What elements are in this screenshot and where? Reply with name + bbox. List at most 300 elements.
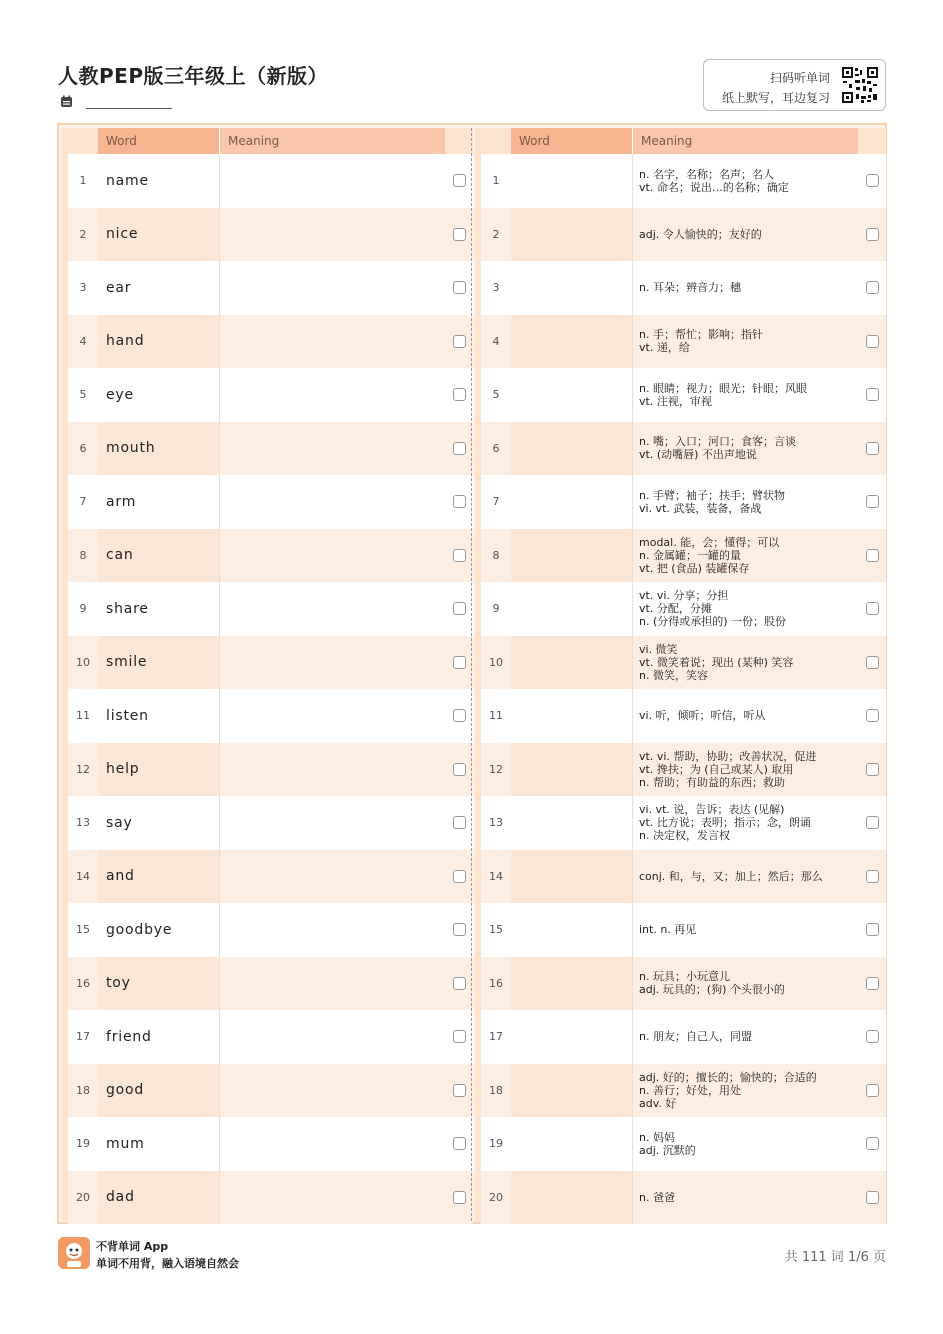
word-blank-cell[interactable] [511, 368, 632, 422]
checkbox[interactable] [453, 1084, 466, 1097]
word-cell: say [106, 814, 133, 831]
word-blank-cell[interactable] [511, 422, 632, 476]
word-panel [62, 128, 467, 1221]
table-row [68, 743, 461, 797]
meaning-line: n. 善行；好处，用处 [639, 1083, 741, 1097]
meaning-cell [632, 796, 858, 850]
column-header-row [68, 128, 461, 154]
table-row [481, 261, 874, 315]
word-blank-cell[interactable] [511, 261, 632, 315]
meaning-line: n. 微笑，笑容 [639, 668, 708, 682]
word-blank-cell[interactable] [511, 1171, 632, 1225]
checkbox-cell [445, 689, 473, 743]
meaning-cell [632, 475, 858, 529]
checkbox[interactable] [866, 656, 879, 669]
checkbox[interactable] [866, 1030, 879, 1043]
table-row [68, 261, 461, 315]
checkbox-cell [445, 1010, 473, 1064]
meaning-line: adj. 玩具的；(狗) 个头很小的 [639, 983, 785, 997]
meaning-cell [632, 368, 858, 422]
checkbox-cell [445, 154, 473, 208]
meaning-line: n. 嘴；入口；河口；食客；言谈 [639, 435, 796, 449]
meaning-blank-cell[interactable] [219, 957, 445, 1011]
row-number: 2 [79, 227, 87, 241]
checkbox[interactable] [866, 1084, 879, 1097]
meaning-line: vt. 微笑着说；现出 (某种) 笑容 [639, 655, 794, 669]
meaning-line: n. 朋友；自己人，同盟 [639, 1030, 752, 1044]
meaning-blank-cell[interactable] [219, 475, 445, 529]
checkbox[interactable] [453, 1030, 466, 1043]
header-word: Word [98, 128, 219, 154]
meaning-blank-cell[interactable] [219, 261, 445, 315]
word-cell: can [98, 529, 219, 583]
word-cell: eye [106, 386, 134, 403]
checkbox[interactable] [866, 281, 879, 294]
meaning-cell [632, 529, 858, 583]
table-row [68, 475, 461, 529]
checkbox[interactable] [453, 1137, 466, 1150]
footer-slogan: 单词不用背，融入语境自然会 [96, 1257, 239, 1270]
word-blank-cell[interactable] [511, 1117, 632, 1171]
meaning-blank-cell[interactable] [219, 315, 445, 369]
meaning-line: n. 玩具；小玩意儿 [639, 970, 730, 984]
checkbox-cell [858, 529, 886, 583]
table-row [481, 315, 874, 369]
checkbox-cell [445, 1064, 473, 1118]
checkbox-cell [858, 903, 886, 957]
table-row [481, 850, 874, 904]
meaning-cell [632, 315, 858, 369]
row-number: 20 [489, 1190, 503, 1204]
word-blank-cell[interactable] [511, 850, 632, 904]
table-row [68, 850, 461, 904]
word-cell: listen [106, 707, 149, 724]
word-cell: dad [98, 1171, 219, 1225]
meaning-line: vt. 搀扶；为 (自己或某人) 取用 [639, 762, 794, 776]
word-blank-cell[interactable] [511, 1010, 632, 1064]
checkbox-cell [445, 903, 473, 957]
header-check-cell [445, 128, 473, 154]
row-number: 3 [492, 281, 500, 295]
table-row [68, 1117, 461, 1171]
checkbox-cell [858, 1117, 886, 1171]
meaning-line: vt. 命名；说出…的名称；确定 [639, 180, 789, 194]
date-blank-line [86, 108, 172, 109]
meaning-line: n. 手臂；袖子；扶手；臂状物 [639, 488, 785, 502]
meaning-cell [632, 261, 858, 315]
row-number: 13 [76, 816, 90, 830]
row-number: 7 [492, 495, 500, 509]
row-number: 14 [489, 869, 503, 883]
date-row [60, 95, 180, 111]
word-cell: help [98, 743, 219, 797]
meaning-line: modal. 能，会；懂得；可以 [639, 535, 780, 549]
meaning-line: adj. 沉默的 [639, 1143, 696, 1157]
checkbox[interactable] [866, 174, 879, 187]
header-meaning: Meaning [219, 128, 445, 154]
table-row [68, 1064, 461, 1118]
row-number: 4 [79, 334, 87, 348]
meaning-blank-cell[interactable] [219, 796, 445, 850]
checkbox-cell [445, 582, 473, 636]
checkbox-cell [858, 957, 886, 1011]
meaning-rows [481, 154, 874, 1224]
meaning-line: int. n. 再见 [639, 923, 697, 937]
table-row [481, 796, 874, 850]
meaning-cell [632, 1010, 858, 1064]
meaning-line: n. 妈妈 [639, 1130, 675, 1144]
app-logo [58, 1237, 90, 1269]
header-word: Word [511, 128, 632, 154]
meaning-line: vt. 比方说；表明；指示；念，朗诵 [639, 816, 811, 830]
meaning-blank-cell[interactable] [219, 1010, 445, 1064]
row-number: 19 [489, 1137, 503, 1151]
qr-code-icon[interactable] [841, 66, 879, 104]
checkbox-cell [445, 315, 473, 369]
qr-promo-box[interactable] [703, 59, 886, 111]
table-row [481, 208, 874, 262]
table-row [68, 1171, 461, 1225]
word-cell: ear [106, 279, 132, 296]
word-cell: good [98, 1064, 219, 1118]
table-row [481, 1171, 874, 1225]
meaning-blank-cell[interactable] [219, 903, 445, 957]
meaning-line: n. 帮助；有助益的东西；救助 [639, 775, 785, 789]
table-row [481, 475, 874, 529]
checkbox-cell [445, 1171, 473, 1225]
row-number: 12 [489, 762, 503, 776]
word-blank-cell[interactable] [511, 208, 632, 262]
word-cell: mouth [98, 422, 219, 476]
row-number: 13 [489, 816, 503, 830]
fold-divider [471, 128, 472, 1221]
header-check-cell [858, 128, 886, 154]
meaning-cell [632, 743, 858, 797]
checkbox-cell [858, 1064, 886, 1118]
checkbox[interactable] [453, 977, 466, 990]
word-cell: and [98, 850, 219, 904]
table-row [68, 689, 461, 743]
word-blank-cell[interactable] [511, 529, 632, 583]
checkbox[interactable] [866, 335, 879, 348]
checkbox[interactable] [866, 549, 879, 562]
table-row [481, 422, 874, 476]
meaning-line: adv. 好 [639, 1096, 677, 1110]
checkbox-cell [858, 636, 886, 690]
table-row [68, 582, 461, 636]
checkbox[interactable] [453, 549, 466, 562]
table-row [481, 582, 874, 636]
word-cell: arm [106, 493, 137, 510]
checkbox-cell [445, 796, 473, 850]
checkbox[interactable] [866, 228, 879, 241]
table-row [68, 422, 461, 476]
checkbox[interactable] [453, 442, 466, 455]
meaning-cell [632, 1117, 858, 1171]
meaning-line: vt. 分配，分摊 [639, 602, 712, 616]
meaning-line: adj. 好的；擅长的；愉快的；合适的 [639, 1070, 817, 1084]
checkbox-cell [858, 743, 886, 797]
row-number: 19 [76, 1137, 90, 1151]
checkbox[interactable] [866, 442, 879, 455]
meaning-cell [632, 582, 858, 636]
row-number: 16 [76, 976, 90, 990]
row-number: 7 [79, 495, 87, 509]
table-row [68, 903, 461, 957]
meaning-blank-cell[interactable] [219, 850, 445, 904]
checkbox[interactable] [453, 174, 466, 187]
app-mascot-icon [58, 1237, 90, 1269]
checkbox-cell [858, 261, 886, 315]
row-number: 17 [76, 1030, 90, 1044]
meaning-cell [632, 636, 858, 690]
table-row [68, 636, 461, 690]
checkbox[interactable] [453, 656, 466, 669]
checkbox-cell [858, 422, 886, 476]
checkbox-cell [858, 475, 886, 529]
row-number: 9 [492, 602, 500, 616]
row-number: 18 [489, 1083, 503, 1097]
checkbox[interactable] [453, 870, 466, 883]
word-cell: goodbye [106, 921, 173, 938]
row-number: 16 [489, 976, 503, 990]
table-row [481, 1064, 874, 1118]
meaning-blank-cell[interactable] [219, 154, 445, 208]
meaning-line: n. (分得或承担的) 一份；股份 [639, 615, 787, 629]
meaning-line: vi. vt. 武装，装备，备战 [639, 501, 762, 515]
word-blank-cell[interactable] [511, 582, 632, 636]
checkbox[interactable] [453, 709, 466, 722]
meaning-line: conj. 和，与，又；加上；然后；那么 [639, 869, 823, 883]
checkbox-cell [858, 368, 886, 422]
checkbox[interactable] [866, 709, 879, 722]
meaning-cell [632, 850, 858, 904]
word-cell: smile [98, 636, 219, 690]
table-row [68, 315, 461, 369]
word-cell: mum [106, 1135, 145, 1152]
table-row [481, 957, 874, 1011]
checkbox-cell [445, 850, 473, 904]
row-number: 6 [79, 441, 87, 455]
word-cell: nice [98, 208, 219, 262]
row-number: 5 [492, 388, 500, 402]
checkbox[interactable] [453, 388, 466, 401]
table-row [68, 529, 461, 583]
checkbox-cell [858, 154, 886, 208]
table-row [481, 154, 874, 208]
checkbox-cell [858, 796, 886, 850]
checkbox[interactable] [453, 763, 466, 776]
meaning-line: n. 名字，名称；名声；名人 [639, 167, 774, 181]
checkbox[interactable] [453, 1191, 466, 1204]
meaning-panel [475, 128, 880, 1221]
table-row [68, 154, 461, 208]
meaning-line: n. 决定权，发言权 [639, 829, 730, 843]
checkbox-cell [445, 475, 473, 529]
table-row [481, 1010, 874, 1064]
row-number: 15 [76, 923, 90, 937]
word-blank-cell[interactable] [511, 743, 632, 797]
checkbox[interactable] [453, 923, 466, 936]
meaning-cell [632, 1171, 858, 1225]
meaning-line: n. 手；帮忙；影响；指针 [639, 328, 763, 342]
page-title: 人教PEP版三年级上（新版） [58, 64, 328, 88]
meaning-line: vt. vi. 帮助，协助；改善状况，促进 [639, 749, 817, 763]
meaning-blank-cell[interactable] [219, 208, 445, 262]
word-cell: share [106, 600, 149, 617]
word-blank-cell[interactable] [511, 636, 632, 690]
checkbox[interactable] [453, 602, 466, 615]
checkbox-cell [445, 368, 473, 422]
word-blank-cell[interactable] [511, 903, 632, 957]
row-number: 8 [79, 548, 87, 562]
row-number: 2 [492, 227, 500, 241]
row-number: 14 [76, 869, 90, 883]
meaning-cell [632, 208, 858, 262]
word-cell: name [106, 172, 149, 189]
checkbox-cell [858, 850, 886, 904]
meaning-cell [632, 957, 858, 1011]
meaning-cell [632, 154, 858, 208]
page-indicator: 共 111 词 1/6 页 [784, 1250, 886, 1265]
checkbox-cell [445, 261, 473, 315]
qr-promo-line1: 扫码听单词 [769, 71, 830, 85]
row-number: 4 [492, 334, 500, 348]
checkbox-cell [445, 957, 473, 1011]
checkbox-cell [858, 1171, 886, 1225]
word-blank-cell[interactable] [511, 154, 632, 208]
meaning-line: vt. vi. 分享；分担 [639, 589, 729, 603]
checkbox-cell [858, 1010, 886, 1064]
meaning-blank-cell[interactable] [219, 1064, 445, 1118]
checkbox[interactable] [866, 870, 879, 883]
meaning-blank-cell[interactable] [219, 1117, 445, 1171]
checkbox-cell [445, 422, 473, 476]
meaning-cell [632, 1064, 858, 1118]
checkbox-cell [445, 208, 473, 262]
row-number: 1 [492, 174, 500, 188]
meaning-line: n. 金属罐；一罐的量 [639, 548, 741, 562]
meaning-blank-cell[interactable] [219, 689, 445, 743]
table-row [68, 368, 461, 422]
table-row [68, 1010, 461, 1064]
meaning-blank-cell[interactable] [219, 1171, 445, 1225]
meaning-line: adj. 令人愉快的；友好的 [639, 227, 762, 241]
checkbox-cell [445, 636, 473, 690]
checkbox[interactable] [453, 335, 466, 348]
meaning-blank-cell[interactable] [219, 743, 445, 797]
checkbox[interactable] [866, 763, 879, 776]
row-number: 6 [492, 441, 500, 455]
row-number: 9 [79, 602, 87, 616]
meaning-line: n. 耳朵；辨音力；穗 [639, 281, 741, 295]
word-cell: friend [106, 1028, 152, 1045]
checkbox[interactable] [866, 495, 879, 508]
checkbox-cell [445, 743, 473, 797]
checkbox[interactable] [453, 228, 466, 241]
row-number: 1 [79, 174, 87, 188]
table-row [481, 368, 874, 422]
row-number: 17 [489, 1030, 503, 1044]
word-blank-cell[interactable] [511, 475, 632, 529]
checkbox[interactable] [866, 977, 879, 990]
row-number: 8 [492, 548, 500, 562]
meaning-line: n. 爸爸 [639, 1190, 675, 1204]
word-blank-cell[interactable] [511, 957, 632, 1011]
checkbox-cell [445, 1117, 473, 1171]
meaning-blank-cell[interactable] [219, 582, 445, 636]
meaning-line: n. 眼睛；视力；眼光；针眼；风眼 [639, 381, 807, 395]
word-sheet [57, 123, 887, 1224]
meaning-line: vt. (动嘴唇) 不出声地说 [639, 448, 757, 462]
header-number-cell [481, 128, 511, 154]
meaning-line: vi. 微笑 [639, 642, 678, 656]
meaning-cell [632, 903, 858, 957]
row-number: 12 [76, 762, 90, 776]
word-blank-cell[interactable] [511, 1064, 632, 1118]
meaning-cell [632, 422, 858, 476]
table-row [481, 903, 874, 957]
row-number: 18 [76, 1083, 90, 1097]
table-row [68, 796, 461, 850]
word-blank-cell[interactable] [511, 315, 632, 369]
checkbox-cell [858, 582, 886, 636]
checkbox-cell [858, 315, 886, 369]
meaning-blank-cell[interactable] [219, 636, 445, 690]
checkbox[interactable] [453, 495, 466, 508]
checkbox[interactable] [866, 1137, 879, 1150]
table-row [481, 636, 874, 690]
meaning-blank-cell[interactable] [219, 529, 445, 583]
word-cell: toy [98, 957, 219, 1011]
checkbox[interactable] [866, 388, 879, 401]
word-blank-cell[interactable] [511, 689, 632, 743]
checkbox-cell [445, 529, 473, 583]
checkbox-cell [858, 208, 886, 262]
checkbox[interactable] [866, 816, 879, 829]
meaning-blank-cell[interactable] [219, 368, 445, 422]
table-row [481, 1117, 874, 1171]
meaning-cell [632, 689, 858, 743]
row-number: 11 [76, 709, 90, 723]
meaning-line: vt. 递，给 [639, 341, 690, 355]
column-header-row [481, 128, 874, 154]
row-number: 10 [76, 655, 90, 669]
checkbox[interactable] [866, 602, 879, 615]
checkbox-cell [858, 689, 886, 743]
meaning-blank-cell[interactable] [219, 422, 445, 476]
meaning-line: vt. 把 (食品) 装罐保存 [639, 561, 750, 575]
header-number-cell [68, 128, 98, 154]
meaning-line: vi. 听，倾听；听信，听从 [639, 709, 766, 723]
row-number: 20 [76, 1190, 90, 1204]
checkbox[interactable] [866, 1191, 879, 1204]
checkbox[interactable] [866, 923, 879, 936]
table-row [481, 529, 874, 583]
table-row [68, 208, 461, 262]
checkbox[interactable] [453, 816, 466, 829]
checkbox[interactable] [453, 281, 466, 294]
row-number: 15 [489, 923, 503, 937]
calendar-icon [60, 95, 73, 108]
header-meaning: Meaning [632, 128, 858, 154]
word-rows [68, 154, 461, 1224]
footer-app-name: 不背单词 App [96, 1240, 169, 1253]
table-row [481, 743, 874, 797]
row-number: 3 [79, 281, 87, 295]
word-blank-cell[interactable] [511, 796, 632, 850]
table-row [481, 689, 874, 743]
